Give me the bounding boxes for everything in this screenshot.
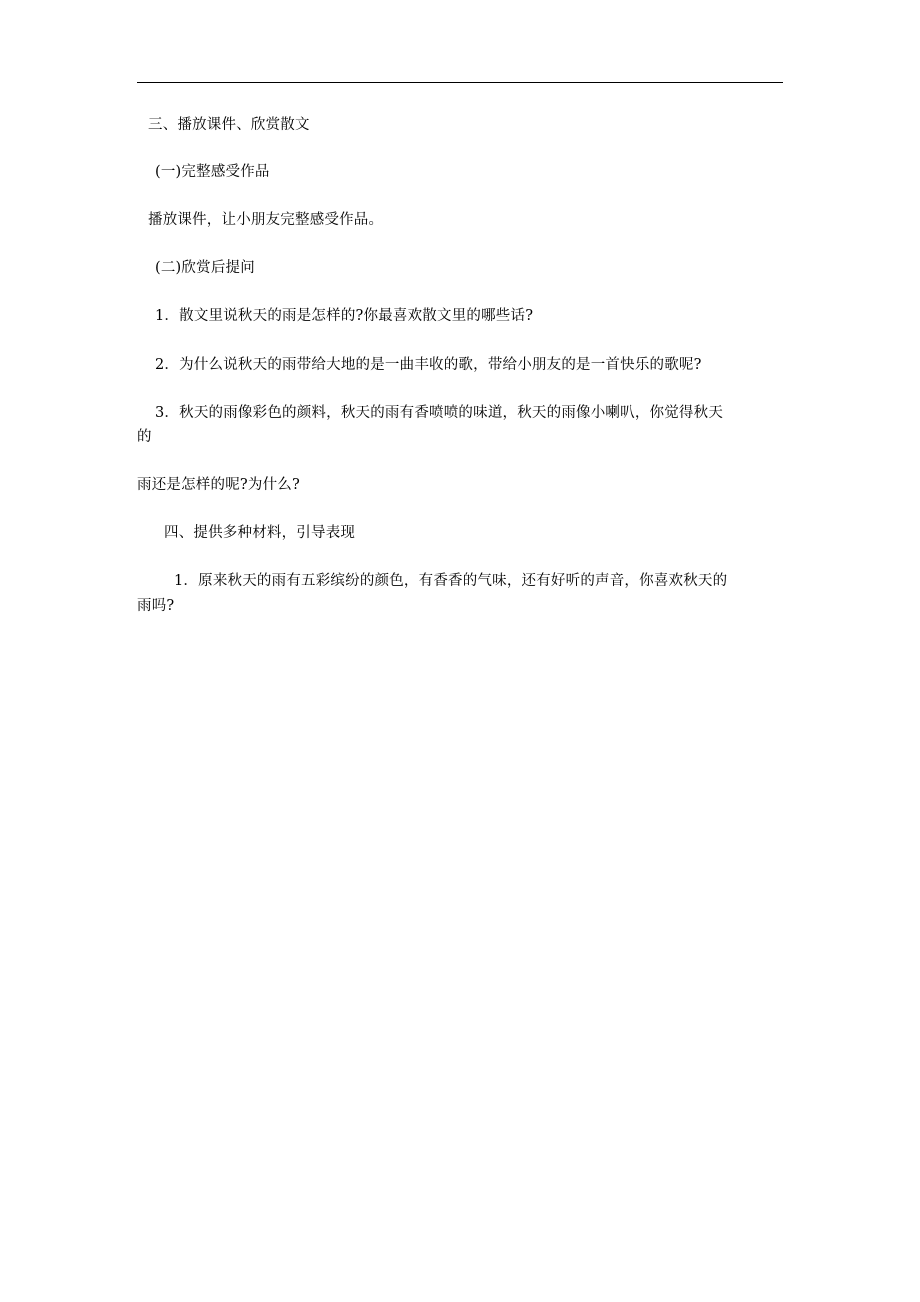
question-1: 1．散文里说秋天的雨是怎样的?你最喜欢散文里的哪些话? bbox=[155, 308, 534, 324]
section-heading-3: 三、播放课件、欣赏散文 bbox=[148, 117, 310, 133]
section-heading-4: 四、提供多种材料，引导表现 bbox=[164, 525, 356, 541]
question-2: 2．为什么说秋天的雨带给大地的是一曲丰收的歌，带给小朋友的是一首快乐的歌呢? bbox=[155, 357, 702, 373]
subheading-2: (二)欣赏后提问 bbox=[155, 260, 255, 276]
item-1-line-2: 雨吗? bbox=[137, 598, 175, 614]
item-1-line-1: 1．原来秋天的雨有五彩缤纷的颜色，有香香的气味，还有好听的声音，你喜欢秋天的 bbox=[174, 573, 728, 589]
question-3-line-2: 的 bbox=[137, 429, 152, 445]
header-rule bbox=[137, 82, 783, 83]
question-3-line-3: 雨还是怎样的呢?为什么? bbox=[137, 477, 300, 493]
paragraph-play-courseware: 播放课件，让小朋友完整感受作品。 bbox=[148, 212, 384, 228]
subheading-1: (一)完整感受作品 bbox=[155, 164, 270, 180]
question-3-line-1: 3．秋天的雨像彩色的颜料，秋天的雨有香喷喷的味道，秋天的雨像小喇叭，你觉得秋天 bbox=[155, 405, 724, 421]
